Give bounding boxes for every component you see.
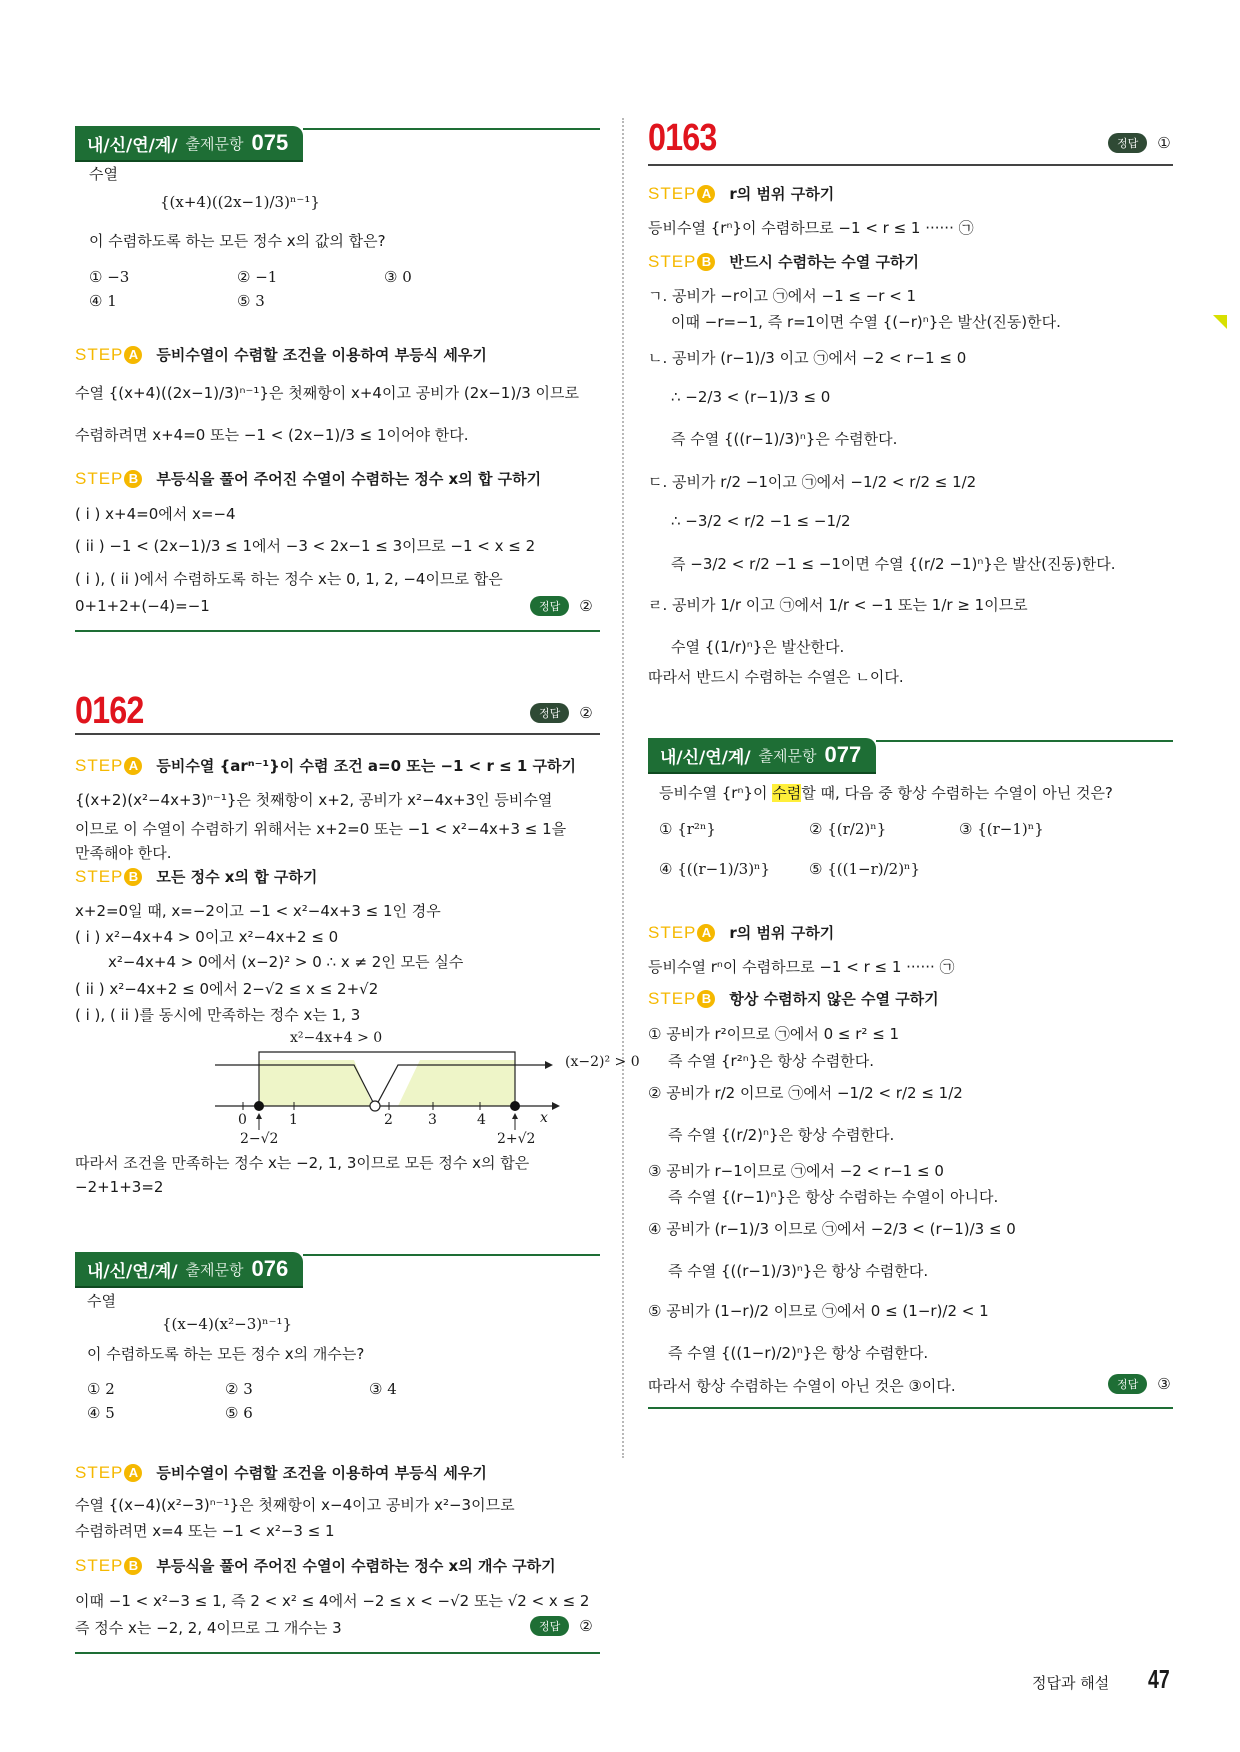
sequence-expression: {(x−4)(x²−3)ⁿ⁻¹} [162, 1315, 293, 1333]
banner-number: 075 [251, 130, 289, 155]
solution-line: ( i ), ( ii )에서 수렴하도록 하는 정수 x는 0, 1, 2, −4이므로 합은 [75, 570, 503, 588]
step-badge-icon: B [697, 253, 715, 271]
solution-line: ㄹ. 공비가 1/r 이고 ㉠에서 1/r < −1 또는 1/r ≥ 1이므로 [648, 596, 1028, 614]
step-badge-icon: A [124, 1464, 142, 1482]
diagram-right-label: (x−2)² > 0 [565, 1054, 640, 1070]
page-number: 47 [1148, 1664, 1170, 1694]
banner-tab [75, 1252, 303, 1286]
solution-line: ⑤ 공비가 (1−r)/2 이므로 ㉠에서 0 ≤ (1−r)/2 < 1 [648, 1302, 989, 1320]
problem-number: 0163 [648, 117, 717, 159]
banner-label: 내/신/연/계/ [660, 747, 751, 768]
solution-line: ㄷ. 공비가 r/2 −1이고 ㉠에서 −1/2 < r/2 ≤ 1/2 [648, 473, 977, 491]
choice-3[interactable]: ③ {(r−1)ⁿ} [959, 820, 1044, 838]
question-intro: 수열 [87, 1292, 116, 1310]
diagram-top-label: x²−4x+4 > 0 [290, 1030, 383, 1046]
choice-1[interactable]: ① 2 [87, 1380, 115, 1398]
step-title: 등비수열이 수렴할 조건을 이용하여 부등식 세우기 [156, 346, 487, 364]
question-text: 이 수렴하도록 하는 모든 정수 x의 개수는? [87, 1345, 365, 1363]
column-divider [622, 118, 624, 1458]
answer-value: ② [579, 704, 593, 722]
question-text: 이 수렴하도록 하는 모든 정수 x의 값의 합은? [89, 232, 386, 250]
solution-line: x+2=0일 때, x=−2이고 −1 < x²−4x+3 ≤ 1인 경우 [75, 902, 441, 920]
choice-2[interactable]: ② 3 [225, 1380, 253, 1398]
root-label-right: 2+√2 [497, 1131, 536, 1147]
problem-number: 0162 [75, 690, 144, 732]
solution-line: x²−4x+4 > 0에서 (x−2)² > 0 ∴ x ≠ 2인 모든 실수 [108, 953, 464, 971]
banner-rule [303, 1254, 600, 1256]
axis-label: x [540, 1110, 548, 1126]
solution-line: 수열 {(x+4)((2x−1)/3)ⁿ⁻¹}은 첫째항이 x+4이고 공비가 (2x−1)/3 이므로 [75, 384, 580, 402]
number-line-diagram [215, 1030, 640, 1150]
solution-line: 이므로 이 수열이 수렴하기 위해서는 x+2=0 또는 −1 < x²−4x+3 ≤ 1을 [75, 820, 567, 838]
section-rule [75, 630, 600, 632]
question-pre: 등비수열 {rⁿ}이 [659, 784, 773, 802]
solution-line: 즉 정수 x는 −2, 2, 4이므로 그 개수는 3 [75, 1619, 342, 1637]
solution-line: 따라서 반드시 수렴하는 수열은 ㄴ이다. [648, 668, 904, 686]
step-title: 등비수열 {arⁿ⁻¹}이 수렴 조건 a=0 또는 −1 < r ≤ 1 구하기 [156, 757, 577, 775]
answer-pill: 정답 [1108, 133, 1147, 153]
step-title: 부등식을 풀어 주어진 수열이 수렴하는 정수 x의 합 구하기 [156, 470, 542, 488]
solution-line: 즉 수열 {(r/2)ⁿ}은 항상 수렴한다. [668, 1126, 895, 1144]
answer-badge [530, 1616, 593, 1636]
banner-number: 076 [251, 1256, 289, 1281]
solution-line: ③ 공비가 r−1이므로 ㉠에서 −2 < r−1 ≤ 0 [648, 1162, 944, 1180]
answer-value: ③ [1157, 1375, 1171, 1393]
step-label: STEP [75, 866, 124, 886]
step-a-heading [75, 755, 576, 776]
solution-line: ( i ), ( ii )를 동시에 만족하는 정수 x는 1, 3 [75, 1006, 361, 1024]
corner-marker-icon [1213, 315, 1227, 329]
question-text [659, 782, 1113, 803]
solution-line: ( i ) x+4=0에서 x=−4 [75, 505, 236, 523]
banner-077 [648, 738, 1173, 772]
choice-4[interactable]: ④ 1 [89, 292, 117, 310]
answer-pill: 정답 [530, 703, 569, 723]
choice-4[interactable]: ④ 5 [87, 1404, 115, 1422]
answer-badge [1108, 1374, 1171, 1394]
step-label: STEP [75, 755, 124, 775]
answer-value: ② [579, 1617, 593, 1635]
step-a-heading [75, 344, 487, 365]
banner-number: 077 [824, 742, 862, 767]
step-badge-icon: B [124, 1557, 142, 1575]
solution-line: ㄱ. 공비가 −r이고 ㉠에서 −1 ≤ −r < 1 [648, 287, 917, 305]
solution-line: ( ii ) x²−4x+2 ≤ 0에서 2−√2 ≤ x ≤ 2+√2 [75, 980, 379, 998]
section-rule [75, 1652, 600, 1654]
step-b-heading [75, 1555, 556, 1576]
choice-4[interactable]: ④ {((r−1)/3)ⁿ} [659, 860, 771, 878]
solution-line: {(x+2)(x²−4x+3)ⁿ⁻¹}은 첫째항이 x+2, 공비가 x²−4x+3인 등비수열 [75, 791, 553, 809]
tick-label: 3 [428, 1112, 437, 1128]
banner-tab [648, 738, 876, 772]
step-a-heading [648, 922, 834, 943]
solution-line: 수렴하려면 x=4 또는 −1 < x²−3 ≤ 1 [75, 1522, 335, 1540]
solution-line: 즉 수열 {((1−r)/2)ⁿ}은 항상 수렴한다. [668, 1344, 929, 1362]
choice-5[interactable]: ⑤ 6 [225, 1404, 253, 1422]
step-a-heading [75, 1462, 487, 1483]
step-b-heading [648, 988, 939, 1009]
banner-tab [75, 126, 303, 160]
solution-line: 수열 {(x−4)(x²−3)ⁿ⁻¹}은 첫째항이 x−4이고 공비가 x²−3이므로 [75, 1496, 515, 1514]
step-title: 항상 수렴하지 않은 수열 구하기 [729, 990, 939, 1008]
tick-label: 2 [384, 1112, 393, 1128]
solution-line: ( ii ) −1 < (2x−1)/3 ≤ 1에서 −3 < 2x−1 ≤ 3이므로 −1 < x ≤ 2 [75, 537, 536, 555]
solution-line: ① 공비가 r²이므로 ㉠에서 0 ≤ r² ≤ 1 [648, 1025, 900, 1043]
problem-rule [75, 733, 600, 735]
choice-1[interactable]: ① {r²ⁿ} [659, 820, 716, 838]
question-post: 할 때, 다음 중 항상 수렴하는 수열이 아닌 것은? [801, 784, 1113, 802]
tick-label: 0 [238, 1112, 247, 1128]
step-badge-icon: B [124, 868, 142, 886]
tick-label: 4 [477, 1112, 486, 1128]
step-badge-icon: A [697, 924, 715, 942]
answer-badge [1108, 133, 1171, 153]
step-title: r의 범위 구하기 [729, 924, 835, 942]
highlighted-word: 수렴 [772, 784, 802, 802]
banner-label: 내/신/연/계/ [87, 1261, 178, 1282]
solution-line: 0+1+2+(−4)=−1 [75, 597, 210, 615]
step-label: STEP [648, 251, 697, 271]
solution-line: 수렴하려면 x+4=0 또는 −1 < (2x−1)/3 ≤ 1이어야 한다. [75, 426, 469, 444]
step-label: STEP [75, 468, 124, 488]
step-label: STEP [648, 183, 697, 203]
banner-label: 내/신/연/계/ [87, 135, 178, 156]
solution-line: 등비수열 {rⁿ}이 수렴하므로 −1 < r ≤ 1 ······ ㉠ [648, 219, 974, 237]
answer-pill: 정답 [530, 596, 569, 616]
solution-line: 즉 수열 {(r−1)ⁿ}은 항상 수렴하는 수열이 아니다. [668, 1188, 999, 1206]
step-b-heading [75, 866, 317, 887]
solution-line: ④ 공비가 (r−1)/3 이므로 ㉠에서 −2/3 < (r−1)/3 ≤ 0 [648, 1220, 1016, 1238]
solution-line: 이때 −r=−1, 즉 r=1이면 수열 {(−r)ⁿ}은 발산(진동)한다. [671, 313, 1061, 331]
banner-076 [75, 1252, 600, 1286]
solution-line: 수열 {(1/r)ⁿ}은 발산한다. [671, 638, 845, 656]
solution-line: ( i ) x²−4x+4 > 0이고 x²−4x+2 ≤ 0 [75, 928, 339, 946]
solution-line: 즉 수열 {((r−1)/3)ⁿ}은 항상 수렴한다. [668, 1262, 929, 1280]
solution-line: 즉 −3/2 < r/2 −1 ≤ −1이면 수열 {(r/2 −1)ⁿ}은 발산(진동)한다. [671, 555, 1116, 573]
step-badge-icon: A [124, 757, 142, 775]
problem-rule [648, 164, 1173, 166]
solution-line: 즉 수열 {r²ⁿ}은 항상 수렴한다. [668, 1052, 874, 1070]
section-rule [648, 1407, 1173, 1409]
solution-line: ∴ −2/3 < (r−1)/3 ≤ 0 [671, 388, 831, 406]
step-a-heading [648, 183, 834, 204]
step-label: STEP [648, 988, 697, 1008]
step-title: 부등식을 풀어 주어진 수열이 수렴하는 정수 x의 개수 구하기 [156, 1557, 556, 1575]
root-label-left: 2−√2 [240, 1131, 279, 1147]
answer-pill: 정답 [530, 1616, 569, 1636]
solution-line: 등비수열 rⁿ이 수렴하므로 −1 < r ≤ 1 ······ ㉠ [648, 958, 955, 976]
tick-label: 1 [289, 1112, 298, 1128]
solution-line: 만족해야 한다. [75, 844, 172, 862]
step-b-heading [75, 468, 541, 489]
step-badge-icon: A [697, 185, 715, 203]
answer-value: ② [579, 597, 593, 615]
conclusion-line: 따라서 조건을 만족하는 정수 x는 −2, 1, 3이므로 모든 정수 x의 합은 [75, 1154, 530, 1172]
solution-line: 즉 수열 {((r−1)/3)ⁿ}은 수렴한다. [671, 430, 898, 448]
choice-3[interactable]: ③ 4 [369, 1380, 397, 1398]
step-title: r의 범위 구하기 [729, 185, 835, 203]
step-b-heading [648, 251, 919, 272]
footer-label: 정답과 해설 [1032, 1674, 1110, 1692]
answer-value: ① [1157, 134, 1171, 152]
answer-pill: 정답 [1108, 1374, 1147, 1394]
step-title: 모든 정수 x의 합 구하기 [156, 868, 318, 886]
banner-rule [303, 128, 600, 130]
banner-sub: 출제문항 [185, 134, 244, 153]
solution-line: 이때 −1 < x²−3 ≤ 1, 즉 2 < x² ≤ 4에서 −2 ≤ x < −√2 또는 √2 < x ≤ 2 [75, 1592, 590, 1610]
step-badge-icon: B [124, 470, 142, 488]
answer-badge [530, 596, 593, 616]
banner-sub: 출제문항 [758, 746, 817, 765]
choice-3[interactable]: ③ 0 [384, 268, 412, 286]
choice-2[interactable]: ② −1 [237, 268, 278, 286]
step-title: 반드시 수렴하는 수열 구하기 [729, 253, 919, 271]
answer-badge [530, 703, 593, 723]
choice-5[interactable]: ⑤ {((1−r)/2)ⁿ} [809, 860, 921, 878]
banner-sub: 출제문항 [185, 1260, 244, 1279]
banner-075 [75, 126, 600, 160]
conclusion-line: −2+1+3=2 [75, 1178, 164, 1196]
step-label: STEP [75, 1462, 124, 1482]
sequence-expression: {(x+4)((2x−1)/3)ⁿ⁻¹} [160, 193, 320, 211]
step-title: 등비수열이 수렴할 조건을 이용하여 부등식 세우기 [156, 1464, 487, 1482]
step-badge-icon: A [124, 346, 142, 364]
step-label: STEP [648, 922, 697, 942]
step-label: STEP [75, 1555, 124, 1575]
question-intro: 수열 [89, 165, 118, 183]
solution-line: ∴ −3/2 < r/2 −1 ≤ −1/2 [671, 512, 851, 530]
choice-1[interactable]: ① −3 [89, 268, 130, 286]
step-label: STEP [75, 344, 124, 364]
solution-line: ② 공비가 r/2 이므로 ㉠에서 −1/2 < r/2 ≤ 1/2 [648, 1084, 963, 1102]
choice-5[interactable]: ⑤ 3 [237, 292, 265, 310]
choice-2[interactable]: ② {(r/2)ⁿ} [809, 820, 887, 838]
step-badge-icon: B [697, 990, 715, 1008]
banner-rule [876, 740, 1173, 742]
solution-line: ㄴ. 공비가 (r−1)/3 이고 ㉠에서 −2 < r−1 ≤ 0 [648, 349, 967, 367]
solution-line: 따라서 항상 수렴하는 수열이 아닌 것은 ③이다. [648, 1377, 956, 1395]
